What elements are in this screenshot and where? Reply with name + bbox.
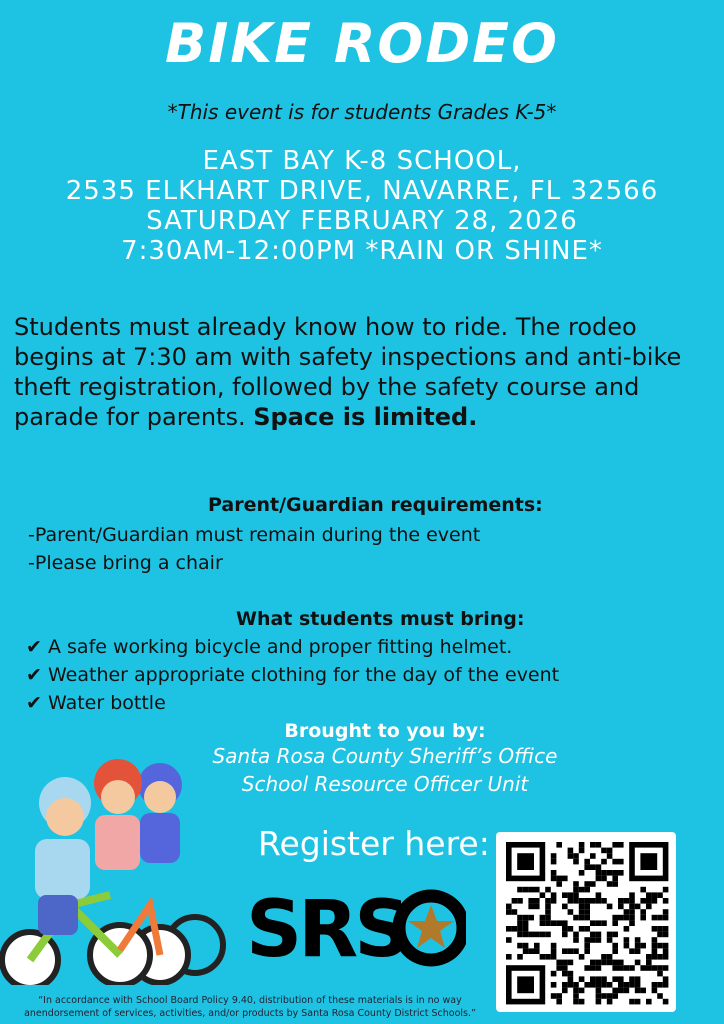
grade-note: *This event is for students Grades K-5* [167,100,557,124]
register-label: Register here: [258,824,490,863]
sponsor-block [180,720,590,798]
bring-item-text: Water bottle [48,692,166,714]
bring-heading: What students must bring: [236,608,525,630]
parent-item: -Parent/Guardian must remain during the event [28,524,481,546]
check-icon: ✔ [26,664,42,686]
event-time: 7:30AM-12:00PM *RAIN OR SHINE* [121,236,603,266]
sponsor-line: Santa Rosa County Sheriff’s Office [212,744,558,768]
parent-item: -Please bring a chair [28,552,223,574]
srso-logo [246,888,466,972]
sponsor-line: School Resource Officer Unit [241,772,529,796]
srso-logo-text: SRS [246,888,407,968]
bring-item [26,692,166,714]
disclaimer-line: “In accordance with School Board Policy 9.40, distribution of these materials is in no way [38,995,462,1006]
event-details [0,146,724,266]
disclaimer-line: anendorsement of services, activities, and/or products by Santa Rosa County District Schools.” [24,1008,476,1019]
check-icon: ✔ [26,636,42,658]
intro-paragraph [14,312,714,432]
school-name: EAST BAY K-8 SCHOOL, [202,146,522,176]
check-icon: ✔ [26,692,42,714]
parent-heading: Parent/Guardian requirements: [208,494,543,516]
school-address: 2535 ELKHART DRIVE, NAVARRE, FL 32566 [65,176,659,206]
kids-on-bikes-illustration [0,755,235,985]
sponsor-heading: Brought to you by: [284,720,486,742]
bring-item [26,636,512,658]
bring-item-text: A safe working bicycle and proper fitting helmet. [48,636,513,658]
bring-item [26,664,559,686]
bring-item-text: Weather appropriate clothing for the day of the event [48,664,560,686]
register-qr-code[interactable] [496,832,676,1012]
star-badge-icon [408,905,454,948]
disclaimer [0,994,500,1020]
intro-bold: Space is limited. [253,403,478,431]
event-title: BIKE RODEO [165,12,559,75]
intro-text: Students must already know how to ride. The rodeo begins at 7:30 am with safety inspections and anti-bike theft registration, followed by the safety course and parade for parents. [14,313,682,431]
event-date: SATURDAY FEBRUARY 28, 2026 [146,206,578,236]
